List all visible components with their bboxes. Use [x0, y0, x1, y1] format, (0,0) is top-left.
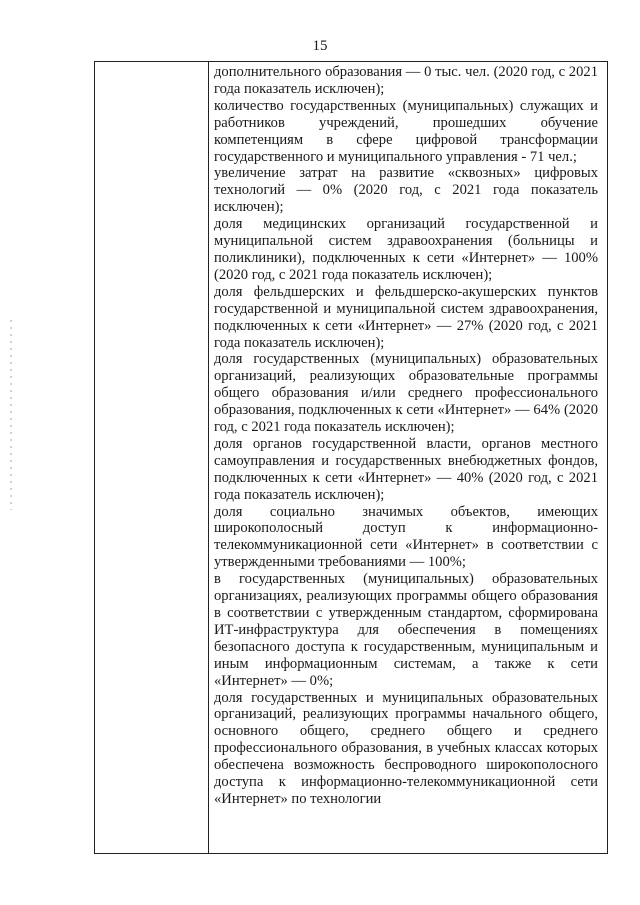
indicator-paragraph: доля медицинских организаций государственной и муниципальной систем здравоохранения (больницы и поликлиники), подключенных к сети «Интернет» — 100% (2020 год, с 2021 года показатель исключен); — [214, 216, 598, 283]
page-number: 15 — [312, 38, 328, 54]
indicator-paragraph: увеличение затрат на развитие «сквозных» цифровых технологий — 0% (2020 год, с 2021 года показатель исключен); — [214, 165, 598, 216]
column-divider — [208, 62, 209, 853]
indicator-paragraph: доля социально значимых объектов, имеющих широкополосный доступ к информационно-телекоммуникационной сети «Интернет» в соответствии с утвержденными требованиями — 100%; — [214, 503, 598, 571]
indicator-paragraph: доля фельдшерских и фельдшерско-акушерских пунктов государственной и муниципальной систем здравоохранения, подключенных к сети «Интернет» — 27% (2020 год, с 2021 года показатель исключен); — [214, 283, 598, 351]
indicator-paragraph: доля органов государственной власти, органов местного самоуправления и государственных внебюджетных фондов, подключенных к сети «Интернет» — 40% (2020 год, с 2021 года показатель исключен); — [214, 435, 598, 503]
indicator-paragraph: количество государственных (муниципальных) служащих и работников учреждений, прошедших обучение компетенциям в сфере цифровой трансформации государственного и муниципального управления - 71 чел.; — [214, 97, 598, 165]
indicator-paragraph: в государственных (муниципальных) образовательных организациях, реализующих программы общего образования в соответствии с утвержденным стандартом, сформирована ИТ-инфраструктура для обеспечения в помещениях безопасного доступа к государственным, муниципальным и иным информационным системам, а также к сети «Интернет» — 0%; — [214, 571, 598, 689]
indicator-paragraph: доля государственных (муниципальных) образовательных организаций, реализующих образовательные программы общего образования и/или среднего профессионального образования, подключенных к сети «Интернет» — 64% (2020 год, с 2021 года показатель исключен); — [214, 351, 598, 436]
indicators-cell — [214, 64, 598, 853]
indicator-paragraph: доля государственных и муниципальных образовательных организаций, реализующих программы начального общего, основного общего, среднего общего и среднего профессионального образования, в учебных классах которых обеспечена возможность беспроводного широкополосного доступа к информационно-телекоммуникационной сети «Интернет» по технологии — [214, 689, 598, 807]
document-table — [94, 61, 608, 854]
indicator-paragraph: дополнительного образования — 0 тыс. чел. (2020 год, с 2021 года показатель исключен); — [214, 64, 598, 97]
binding-margin-marks — [10, 320, 12, 510]
